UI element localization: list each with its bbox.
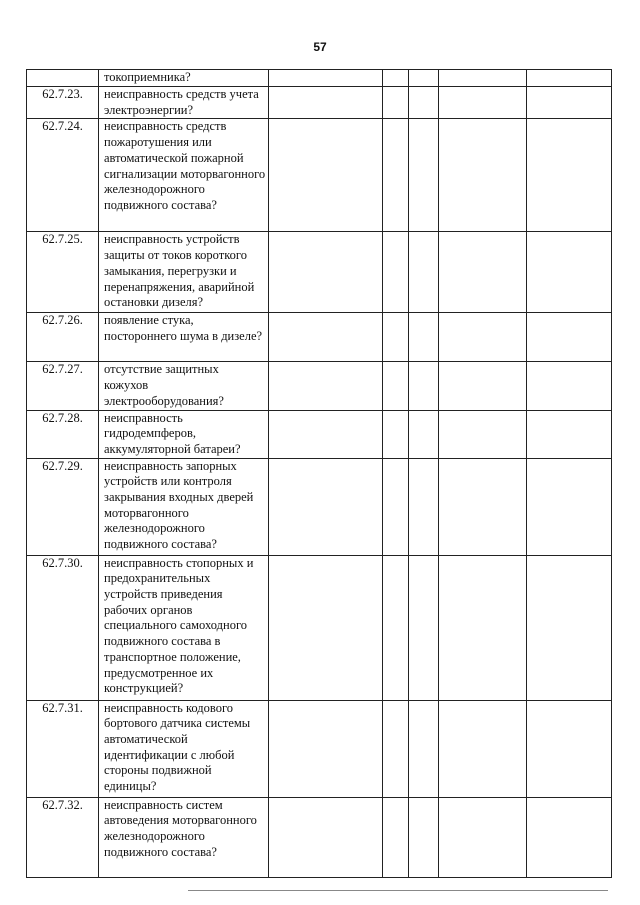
- question-text: неисправность гидродемпферов, аккумуляторной батареи?: [99, 410, 269, 458]
- answer-cell-applicable: [269, 362, 383, 410]
- item-number: 62.7.32.: [27, 797, 99, 877]
- table-row: [27, 87, 612, 119]
- answer-cell-comment: [527, 313, 612, 362]
- answer-cell-comment: [527, 555, 612, 700]
- question-text: неисправность средств пожаротушения или автоматической пожарной сигнализации моторвагонного железнодорожного подвижного состава?: [99, 119, 269, 232]
- answer-cell-applicable: [269, 313, 383, 362]
- item-number: 62.7.31.: [27, 700, 99, 797]
- answer-cell-no: [409, 410, 439, 458]
- question-text: появление стука, постороннего шума в дизеле?: [99, 313, 269, 362]
- table-row: [27, 555, 612, 700]
- page-number: 57: [313, 40, 327, 54]
- answer-cell-yes: [383, 119, 409, 232]
- question-text: неисправность стопорных и предохранительных устройств приведения рабочих органов специального самоходного подвижного состава в транспортное положение, предусмотренное их конструкцией?: [99, 555, 269, 700]
- answer-cell-na: [439, 87, 527, 119]
- item-number: 62.7.26.: [27, 313, 99, 362]
- answer-cell-no: [409, 362, 439, 410]
- item-number: 62.7.25.: [27, 232, 99, 313]
- question-text: отсутствие защитных кожухов электрооборудования?: [99, 362, 269, 410]
- answer-cell-na: [439, 70, 527, 87]
- table-row: [27, 232, 612, 313]
- answer-cell-yes: [383, 70, 409, 87]
- question-text: неисправность систем автоведения моторвагонного железнодорожного подвижного состава?: [99, 797, 269, 877]
- table-row: [27, 458, 612, 555]
- answer-cell-yes: [383, 700, 409, 797]
- table-row: [27, 700, 612, 797]
- question-text: токоприемника?: [99, 70, 269, 87]
- item-number: 62.7.28.: [27, 410, 99, 458]
- table-row: [27, 70, 612, 87]
- item-number: 62.7.24.: [27, 119, 99, 232]
- answer-cell-comment: [527, 458, 612, 555]
- answer-cell-comment: [527, 410, 612, 458]
- question-text: неисправность устройств защиты от токов короткого замыкания, перегрузки и перенапряжения, аварийной остановки дизеля?: [99, 232, 269, 313]
- answer-cell-no: [409, 232, 439, 313]
- item-number: 62.7.30.: [27, 555, 99, 700]
- answer-cell-applicable: [269, 410, 383, 458]
- answer-cell-na: [439, 119, 527, 232]
- table-row: [27, 410, 612, 458]
- answer-cell-yes: [383, 232, 409, 313]
- answer-cell-no: [409, 87, 439, 119]
- question-text: неисправность средств учета электроэнергии?: [99, 87, 269, 119]
- answer-cell-comment: [527, 70, 612, 87]
- answer-cell-applicable: [269, 87, 383, 119]
- answer-cell-comment: [527, 700, 612, 797]
- answer-cell-na: [439, 797, 527, 877]
- bottom-scan-line: [188, 890, 608, 891]
- answer-cell-applicable: [269, 555, 383, 700]
- answer-cell-applicable: [269, 232, 383, 313]
- answer-cell-no: [409, 797, 439, 877]
- answer-cell-na: [439, 458, 527, 555]
- answer-cell-comment: [527, 87, 612, 119]
- answer-cell-comment: [527, 362, 612, 410]
- answer-cell-no: [409, 700, 439, 797]
- answer-cell-no: [409, 119, 439, 232]
- answer-cell-na: [439, 362, 527, 410]
- answer-cell-applicable: [269, 458, 383, 555]
- answer-cell-na: [439, 313, 527, 362]
- answer-cell-yes: [383, 313, 409, 362]
- answer-cell-na: [439, 555, 527, 700]
- item-number: [27, 70, 99, 87]
- table-row: [27, 362, 612, 410]
- table-row: [27, 313, 612, 362]
- answer-cell-comment: [527, 797, 612, 877]
- answer-cell-na: [439, 410, 527, 458]
- question-text: неисправность запорных устройств или контроля закрывания входных дверей моторвагонного железнодорожного подвижного состава?: [99, 458, 269, 555]
- answer-cell-yes: [383, 555, 409, 700]
- answer-cell-yes: [383, 362, 409, 410]
- item-number: 62.7.23.: [27, 87, 99, 119]
- answer-cell-yes: [383, 87, 409, 119]
- answer-cell-no: [409, 70, 439, 87]
- answer-cell-comment: [527, 232, 612, 313]
- answer-cell-no: [409, 313, 439, 362]
- answer-cell-applicable: [269, 119, 383, 232]
- item-number: 62.7.27.: [27, 362, 99, 410]
- answer-cell-applicable: [269, 797, 383, 877]
- answer-cell-na: [439, 232, 527, 313]
- answer-cell-no: [409, 458, 439, 555]
- answer-cell-na: [439, 700, 527, 797]
- item-number: 62.7.29.: [27, 458, 99, 555]
- answer-cell-applicable: [269, 700, 383, 797]
- answer-cell-applicable: [269, 70, 383, 87]
- answer-cell-comment: [527, 119, 612, 232]
- question-text: неисправность кодового бортового датчика системы автоматической идентификации с любой стороны подвижной единицы?: [99, 700, 269, 797]
- checklist-table: [26, 69, 612, 878]
- table-row: [27, 119, 612, 232]
- answer-cell-yes: [383, 458, 409, 555]
- answer-cell-no: [409, 555, 439, 700]
- answer-cell-yes: [383, 410, 409, 458]
- answer-cell-yes: [383, 797, 409, 877]
- table-row: [27, 797, 612, 877]
